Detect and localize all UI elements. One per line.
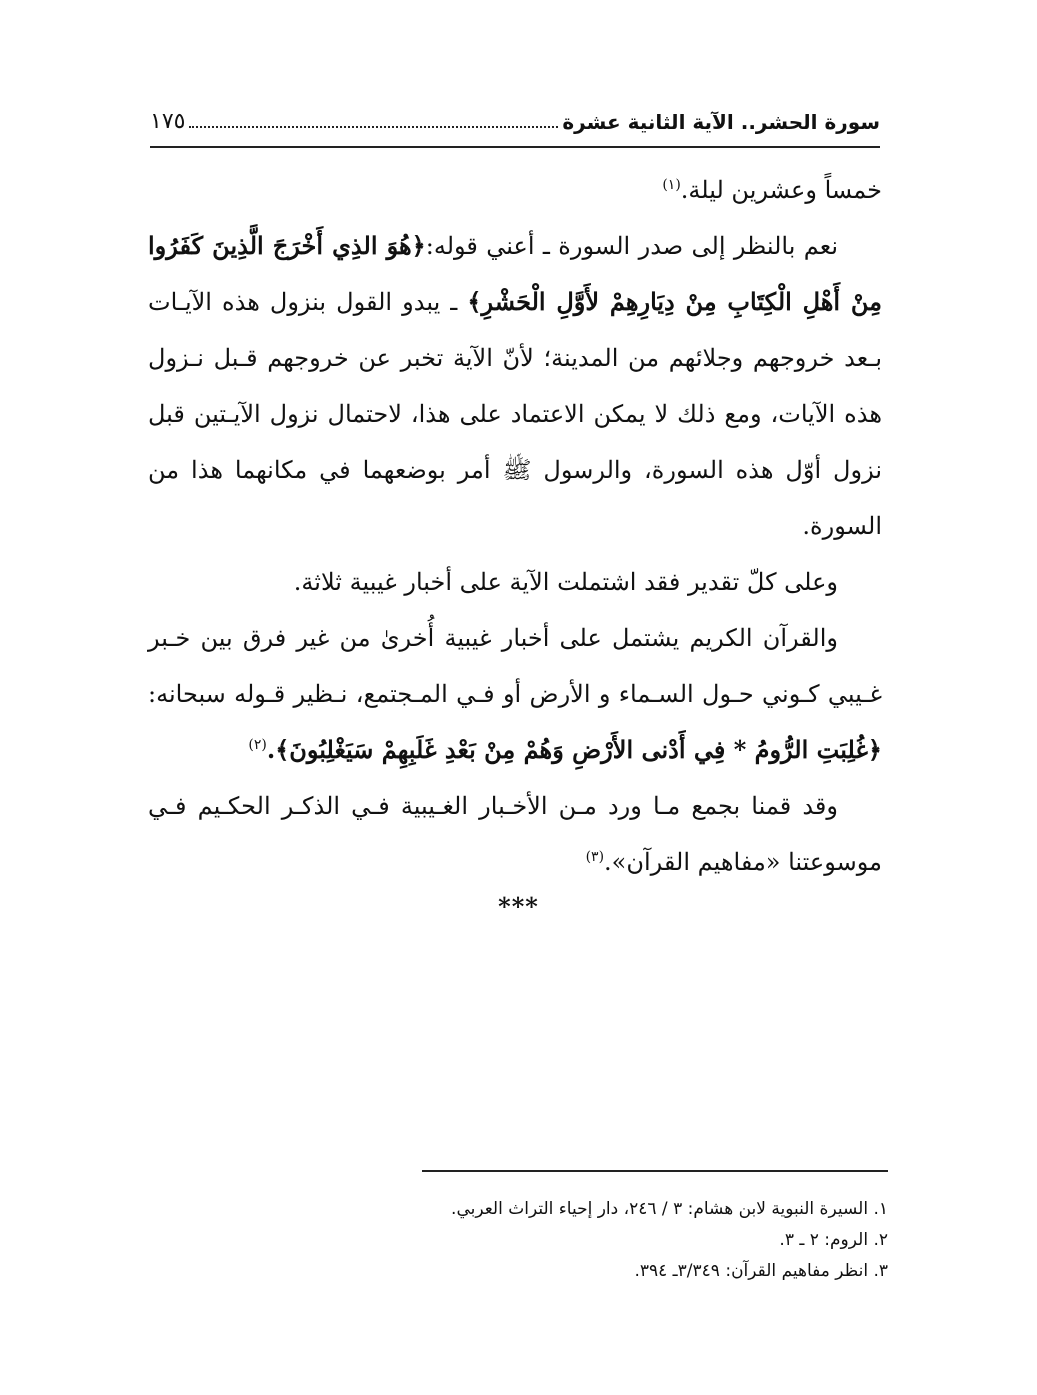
footnotes — [300, 1194, 888, 1287]
footnote-ref-3[interactable]: (٣) — [585, 849, 605, 865]
quran-verse-rum: ﴿غُلِبَتِ الرُّومُ * فِي أَدْنى الأَرْضِ وَهُمْ مِنْ بَعْدِ غَلَبِهِمْ سَيَغْلِبُونَ﴾. — [266, 735, 882, 764]
footnote-ref-2[interactable]: (٢) — [248, 737, 267, 753]
paragraph-2-intro: نعم بالنظر إلى صدر السورة ـ أعني قوله: — [425, 232, 838, 260]
paragraph-5 — [148, 778, 882, 890]
paragraph-5-text: وقد قمنا بجمع مـا ورد مـن الأخـبار الغـيبية فـي الذكـر الحكـيم فـي موسوعتنا «مفاهيم القرآن». — [148, 792, 882, 876]
paragraph-2 — [148, 218, 882, 554]
running-header — [150, 100, 880, 134]
paragraph-3-text: وعلى كلّ تقدير فقد اشتملت الآية على أخبار غيبية ثلاثة. — [293, 568, 838, 596]
main-text — [148, 162, 882, 890]
paragraph-1-text: خمساً وعشرين ليلة. — [680, 176, 882, 204]
paragraph-1 — [148, 162, 882, 218]
footnote-1: ١. السيرة النبوية لابن هشام: ٣ / ٢٤٦، دار إحياء التراث العربي. — [451, 1199, 888, 1219]
section-divider: *** — [498, 892, 539, 921]
paragraph-4 — [148, 610, 882, 778]
quran-verse-hashr: ﴿هُوَ الذِي أَخْرَجَ الَّذِينَ كَفَرُوا مِنْ أَهْلِ الْكِتَابِ مِنْ دِيَارِهِمْ لأَوَّلِ الْحَشْرِ﴾ — [148, 231, 882, 316]
footnote-2: ٢. الروم: ٢ ـ ٣. — [779, 1230, 888, 1250]
header-rule — [150, 146, 880, 148]
page-number: ١٧٥ — [150, 109, 186, 134]
footnote-rule — [422, 1170, 888, 1172]
paragraph-2-body: ـ يبدو القول بنزول هذه الآيـات بـعد خروجهم وجلائهم من المدينة؛ لأنّ الآية تخبر عن خروجهم قـبل نـزول هذه الآيات، ومع ذلك لا يمكن الاعتماد على هذا، لاحتمال نزول الآيـتين قبل نزول أوّل هذه السورة، والرسول ﷺ أمر بوضعهما في مكانهما هذا من السورة. — [148, 288, 882, 540]
footnote-ref-1[interactable]: (١) — [662, 177, 681, 193]
dot-leader — [189, 126, 558, 128]
paragraph-3 — [148, 554, 882, 610]
footnote-3: ٣. انظر مفاهيم القرآن: ٣/٣٤٩ـ ٣٩٤. — [634, 1261, 888, 1281]
running-title: سورة الحشر.. الآية الثانية عشرة — [562, 110, 880, 134]
paragraph-4-intro: والقرآن الكريم يشتمل على أخبار غيبية أُخرىٰ من غير فرق بين خـبر غـيبي كـوني حـول السـماء و الأرض أو فـي المـجتمع، نـظير قـوله سبحانه: — [148, 624, 882, 708]
